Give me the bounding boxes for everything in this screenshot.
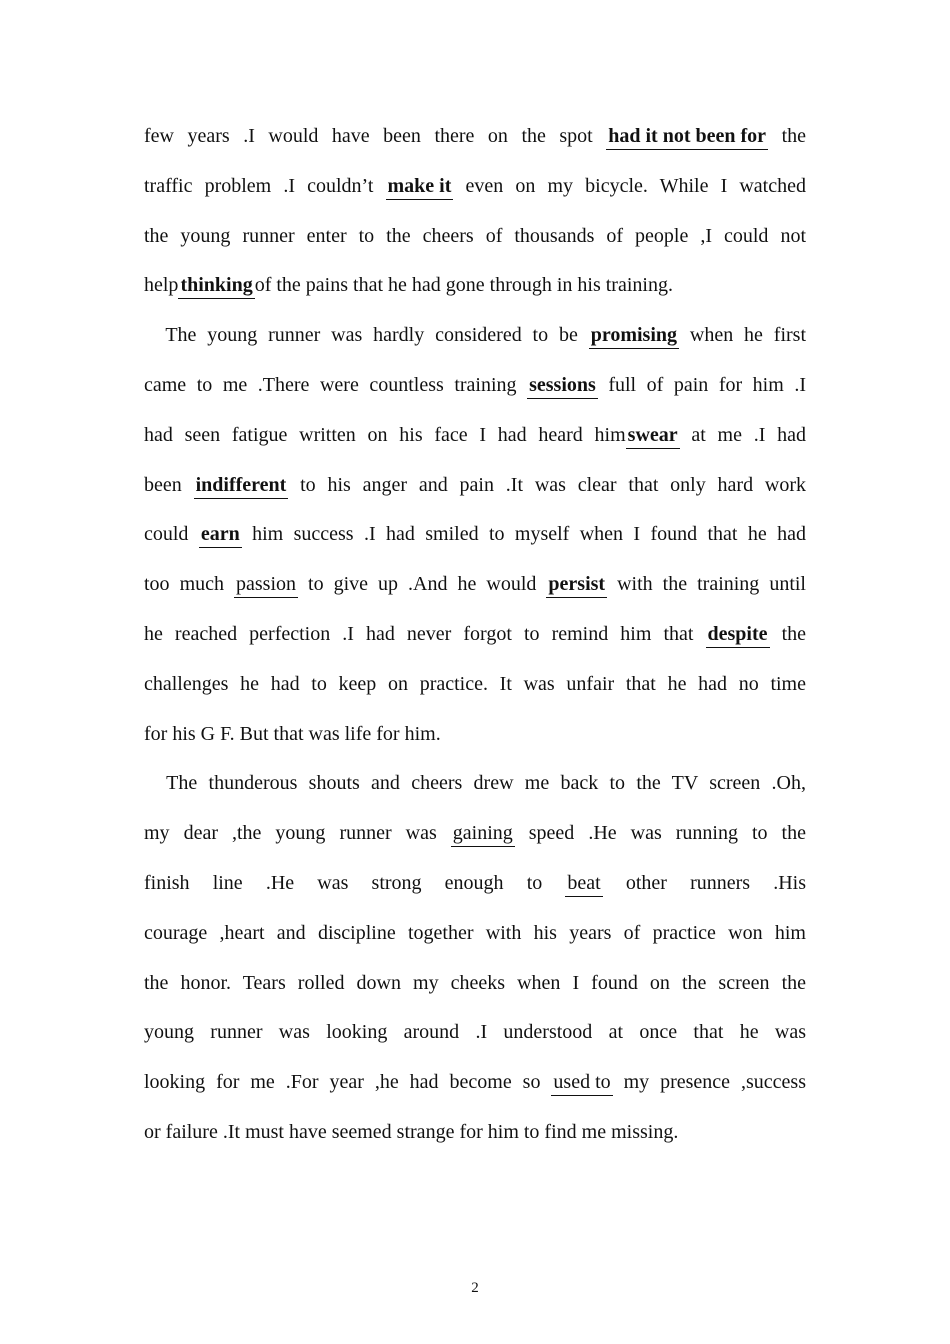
text-line (144, 519, 806, 549)
text-segment: when he first (679, 324, 806, 347)
text-segment: traffic problem .I couldn’t (144, 174, 386, 197)
text-segment: few years .I would have been there on the spot (144, 125, 607, 147)
text-line (144, 171, 806, 201)
fill-in-answer: beat (565, 870, 602, 897)
fill-in-answer: make it (386, 173, 454, 200)
text-segment: to his anger and pain .It was clear that only hard work (288, 473, 806, 496)
text-segment: The thunderous shouts and cheers drew me back to the TV screen .Oh, (144, 772, 806, 795)
text-line (144, 719, 806, 749)
text-segment: to give up .And he would (298, 573, 547, 596)
text-segment: came to me .There were countless training (144, 374, 528, 396)
text-segment: him success .I had smiled to myself when I found that he had (241, 523, 807, 546)
text-segment: looking for me .For year ,he had become so (144, 1071, 552, 1094)
text-segment: finish line .He was strong enough to (144, 872, 566, 894)
text-line (144, 569, 806, 599)
fill-in-answer: sessions (527, 372, 598, 399)
fill-in-answer: thinking (178, 272, 254, 299)
text-segment: he reached perfection .I had never forgot to remind him that (144, 623, 706, 645)
text-segment: help (144, 274, 179, 297)
fill-in-answer: earn (199, 521, 242, 548)
text-segment: the honor. Tears rolled down my cheeks when I found on the screen the (144, 971, 806, 994)
fill-in-answer: gaining (451, 820, 515, 847)
text-line (144, 868, 806, 898)
text-segment: had seen fatigue written on his face I had heard him (144, 423, 626, 446)
text-line (144, 768, 806, 798)
text-line (144, 320, 806, 350)
text-line (144, 619, 806, 649)
text-segment: the (769, 623, 807, 645)
text-line (144, 370, 806, 400)
text-segment: challenges he had to keep on practice. It was unfair that he had no time (144, 672, 806, 695)
text-segment: other runners .His (602, 872, 807, 894)
text-segment: or failure .It must have seemed strange for him to find me missing. (144, 1121, 679, 1143)
text-segment: even on my bicycle. While I watched (453, 174, 806, 197)
text-segment: the young runner enter to the cheers of thousands of people ,I could not (144, 224, 806, 247)
fill-in-answer: promising (589, 322, 679, 349)
text-segment: young runner was looking around .I understood at once that he was (144, 1021, 806, 1044)
page-number: 2 (471, 1280, 479, 1296)
text-segment: at me .I had (679, 423, 806, 446)
text-segment: The young runner was hardly considered to be (144, 324, 589, 347)
fill-in-answer: despite (706, 621, 770, 648)
text-segment: courage ,heart and discipline together with his years of practice won him (144, 921, 806, 944)
text-line (144, 669, 806, 699)
text-line (144, 918, 806, 948)
text-segment: the (768, 125, 806, 147)
text-segment: with the training until (607, 573, 806, 596)
text-line (144, 121, 806, 151)
text-segment: my dear ,the young runner was (144, 822, 451, 845)
fill-in-answer: used to (551, 1069, 612, 1096)
text-line (144, 1017, 806, 1047)
fill-in-answer: swear (626, 422, 680, 449)
text-line (144, 818, 806, 848)
fill-in-answer: indifferent (194, 472, 289, 499)
text-line (144, 221, 806, 251)
fill-in-answer: had it not been for (606, 123, 768, 150)
text-line (144, 470, 806, 500)
text-segment: my presence ,success (612, 1071, 806, 1094)
text-segment: full of pain for him .I (597, 374, 806, 396)
fill-in-answer: passion (234, 571, 298, 598)
text-line (144, 1117, 806, 1147)
text-line (144, 1067, 806, 1097)
text-line (144, 968, 806, 998)
text-segment: too much (144, 573, 235, 596)
text-segment: for his G F. But that was life for him. (144, 722, 441, 745)
text-segment: been (144, 473, 194, 496)
text-line (144, 270, 806, 300)
text-segment: could (144, 523, 199, 546)
text-segment: of the pains that he had gone through in his training. (254, 274, 673, 297)
text-segment: speed .He was running to the (514, 822, 806, 845)
text-line (144, 420, 806, 450)
fill-in-answer: persist (546, 571, 607, 598)
